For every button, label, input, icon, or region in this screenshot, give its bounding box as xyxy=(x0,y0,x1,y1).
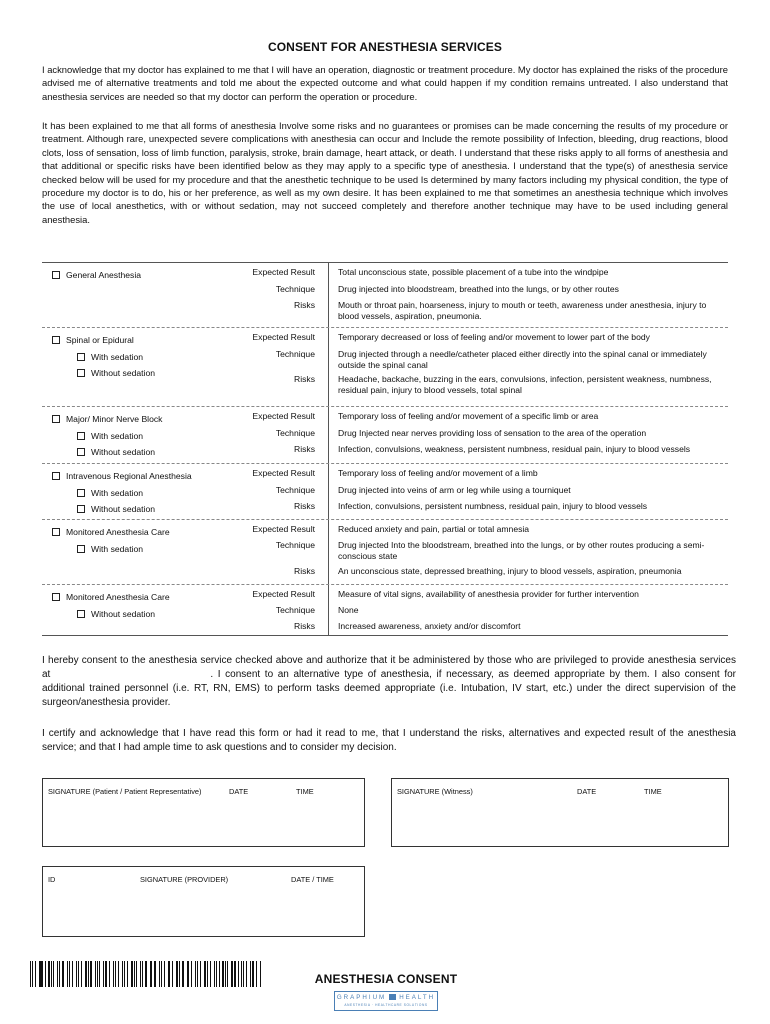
barcode-bar xyxy=(127,961,128,987)
barcode-bar xyxy=(241,961,242,987)
risks-label: Risks xyxy=(293,300,315,310)
technique-desc: Drug Injected near nerves providing loss of sensation to the area of the operation xyxy=(338,428,647,438)
id-label: ID xyxy=(48,875,56,884)
barcode-bar xyxy=(136,961,137,987)
checkbox[interactable] xyxy=(52,415,60,423)
barcode-bar xyxy=(238,961,239,987)
technique-label: Technique xyxy=(275,284,315,294)
graphium-health-logo xyxy=(334,991,438,1011)
barcode-bar xyxy=(195,961,196,987)
form-barcode xyxy=(30,961,262,987)
barcode-bar xyxy=(176,961,177,987)
option-with-sedation[interactable]: With sedation xyxy=(52,541,242,558)
barcode-bar xyxy=(179,961,180,987)
option-monitored-care-no-sedation[interactable]: Monitored Anesthesia Care xyxy=(52,589,242,606)
table-row xyxy=(42,263,728,328)
witness-signature-box[interactable] xyxy=(391,778,729,847)
barcode-bar xyxy=(113,961,114,987)
barcode-bar xyxy=(103,961,104,987)
barcode-bar xyxy=(90,961,91,987)
barcode-bar xyxy=(81,961,82,987)
expected-label: Expected Result xyxy=(252,267,315,277)
anesthesia-options-table xyxy=(42,262,728,636)
option-with-sedation[interactable]: With sedation xyxy=(52,428,242,445)
barcode-bar xyxy=(39,961,40,987)
barcode-bar xyxy=(252,961,254,987)
barcode-bar xyxy=(246,961,247,987)
barcode-bar xyxy=(187,961,188,987)
checkbox[interactable] xyxy=(77,489,85,497)
witness-signature-label: SIGNATURE (Witness) xyxy=(397,787,473,796)
footer-form-title: ANESTHESIA CONSENT xyxy=(314,972,458,986)
option-without-sedation[interactable]: Without sedation xyxy=(52,444,242,461)
option-monitored-care[interactable]: Monitored Anesthesia Care xyxy=(52,524,242,541)
witness-date-label: DATE xyxy=(577,787,597,796)
option-nerve-block[interactable]: Major/ Minor Nerve Block xyxy=(52,411,242,428)
barcode-bar xyxy=(145,961,146,987)
risks-desc: Infection, convulsions, persistent numbness, residual pain, injury to blood vessels xyxy=(338,501,648,511)
checkbox[interactable] xyxy=(77,545,85,553)
barcode-bar xyxy=(260,961,261,987)
option-without-sedation[interactable]: Without sedation xyxy=(52,606,242,623)
risks-label: Risks xyxy=(293,444,315,454)
option-without-sedation[interactable]: Without sedation xyxy=(52,501,242,518)
expected-result: Temporary loss of feeling and/or movement of a specific limb or area xyxy=(338,411,599,421)
barcode-bar xyxy=(115,961,116,987)
barcode-bar xyxy=(62,961,64,987)
barcode-bar xyxy=(85,961,87,987)
logo-tagline: ANESTHESIA · HEALTHCARE SOLUTIONS xyxy=(344,1003,428,1007)
checkbox[interactable] xyxy=(77,353,85,361)
expected-label: Expected Result xyxy=(252,468,315,478)
barcode-bar xyxy=(69,961,70,987)
barcode-bar xyxy=(207,961,208,987)
technique-label: Technique xyxy=(275,605,315,615)
checkbox[interactable] xyxy=(77,448,85,456)
barcode-bar xyxy=(48,961,49,987)
patient-signature-box[interactable] xyxy=(42,778,365,847)
checkbox[interactable] xyxy=(77,610,85,618)
expected-label: Expected Result xyxy=(252,589,315,599)
barcode-bar xyxy=(95,961,96,987)
barcode-bar xyxy=(222,961,223,987)
barcode-bar xyxy=(140,961,141,987)
logo-mark-icon xyxy=(389,994,396,1000)
barcode-bar xyxy=(172,961,173,987)
risks-desc: Headache, backache, buzzing in the ears, convulsions, infection, persistent weakness, numbness, residual pain, injury to blood vessels, total spinal xyxy=(338,374,712,395)
barcode-bar xyxy=(159,961,160,987)
barcode-bar xyxy=(118,961,119,987)
technique-label: Technique xyxy=(275,349,315,359)
expected-label: Expected Result xyxy=(252,332,315,342)
checkbox[interactable] xyxy=(77,432,85,440)
technique-label: Technique xyxy=(275,485,315,495)
barcode-bar xyxy=(161,961,162,987)
witness-time-label: TIME xyxy=(644,787,662,796)
barcode-bar xyxy=(214,961,215,987)
barcode-bar xyxy=(227,961,228,987)
barcode-bar xyxy=(231,961,233,987)
barcode-bar xyxy=(168,961,169,987)
barcode-bar xyxy=(219,961,220,987)
risks-paragraph: It has been explained to me that all forms of anesthesia Involve some risks and no guarantees or promises can be made concerning the results of my procedure or treatment. Although rare, unexpected severe complications with anesthesia can occur and Include the remote possibility of Infection, bleeding, drug reactions, blood clots, loss of sensation, loss of limb function, paralysis, stroke, brain damage, heart attack, or death. I understand that these risks apply to all forms of anesthesia and that additional or specific risks have been identified below as they may apply to a specific type of anesthesia. I understand that the type(s) of anesthesia service checked below will be used for my procedure and that the anesthetic technique to be used Is determined by many factors including my physical condition, the type of procedure my doctor is to do, his or her preference, as well as my own desire. It has been explained to me that sometimes an anesthesia technique which involves the use of local anesthetics, with or without sedation, may not succeed completely and therefore another technique may have to be used including general anesthesia. xyxy=(42,120,728,225)
barcode-bar xyxy=(45,961,46,987)
risks-desc: Infection, convulsions, weakness, persistent numbness, residual pain, injury to blood vessels xyxy=(338,444,691,454)
form-title: CONSENT FOR ANESTHESIA SERVICES xyxy=(267,40,503,54)
technique-label: Technique xyxy=(275,428,315,438)
barcode-bar xyxy=(30,961,31,987)
checkbox[interactable] xyxy=(77,369,85,377)
barcode-bar xyxy=(250,961,251,987)
barcode-bar xyxy=(124,961,125,987)
option-spinal-epidural[interactable]: Spinal or Epidural xyxy=(52,332,242,349)
table-row xyxy=(42,520,728,585)
provider-datetime-label: DATE / TIME xyxy=(291,875,334,884)
risks-label: Risks xyxy=(293,374,315,384)
table-row xyxy=(42,328,728,407)
acknowledgement-paragraph: I acknowledge that my doctor has explained to me that I will have an operation, diagnostic or treatment procedure. My doctor has explained the risks of the procedure advised me of alternative treatments and told me about the expected outcome and what could happen if my condition remains untreated. I also understand that anesthesia services are needed so that my doctor can perform the operation or procedure. xyxy=(42,64,728,102)
barcode-bar xyxy=(164,961,165,987)
technique-label: Technique xyxy=(275,540,315,550)
checkbox[interactable] xyxy=(77,505,85,513)
barcode-bar xyxy=(32,961,33,987)
barcode-bar xyxy=(51,961,52,987)
barcode-bar xyxy=(78,961,79,987)
barcode-bar xyxy=(72,961,73,987)
provider-signature-box[interactable] xyxy=(42,866,365,937)
checkbox[interactable] xyxy=(52,593,60,601)
technique-desc: Drug injected into bloodstream, breathed into the lungs, or by other routes xyxy=(338,284,619,294)
barcode-bar xyxy=(243,961,244,987)
barcode-bar xyxy=(216,961,217,987)
barcode-bar xyxy=(99,961,100,987)
risks-desc: Increased awareness, anxiety and/or discomfort xyxy=(338,621,521,631)
barcode-bar xyxy=(200,961,201,987)
barcode-bar xyxy=(59,961,60,987)
barcode-bar xyxy=(97,961,98,987)
barcode-bar xyxy=(234,961,235,987)
expected-label: Expected Result xyxy=(252,524,315,534)
barcode-bar xyxy=(131,961,133,987)
checkbox[interactable] xyxy=(52,336,60,344)
checkbox[interactable] xyxy=(52,528,60,536)
barcode-bar xyxy=(76,961,77,987)
barcode-bar xyxy=(88,961,89,987)
barcode-bar xyxy=(53,961,54,987)
certify-paragraph: I certify and acknowledge that I have read this form or had it read to me, that I understand the risks, alternatives and expected result of the anesthesia service; and that I had ample time to ask questions and to consider my decision. xyxy=(42,728,736,753)
barcode-bar xyxy=(204,961,206,987)
checkbox[interactable] xyxy=(52,472,60,480)
table-row xyxy=(42,585,728,635)
provider-signature-label: SIGNATURE (PROVIDER) xyxy=(140,875,229,884)
barcode-bar xyxy=(225,961,226,987)
checkbox[interactable] xyxy=(52,271,60,279)
expected-result: Measure of vital signs, availability of anesthesia provider for further intervention xyxy=(338,589,639,599)
barcode-bar xyxy=(67,961,68,987)
barcode-bar xyxy=(169,961,170,987)
expected-label: Expected Result xyxy=(252,411,315,421)
risks-desc: An unconscious state, depressed breathing, injury to blood vessels, aspiration, pneumonia xyxy=(338,566,682,576)
technique-desc: Drug injected Into the bloodstream, breathed into the lungs, or by other routes producing a semi-conscious state xyxy=(338,540,705,561)
expected-result: Temporary decreased or loss of feeling and/or movement to lower part of the body xyxy=(338,332,650,342)
option-general-anesthesia[interactable]: General Anesthesia xyxy=(52,267,242,284)
barcode-bar xyxy=(154,961,156,987)
barcode-bar xyxy=(150,961,151,987)
table-row xyxy=(42,407,728,464)
barcode-bar xyxy=(40,961,42,987)
barcode-bar xyxy=(188,961,189,987)
option-without-sedation[interactable]: Without sedation xyxy=(52,365,242,382)
patient-date-label: DATE xyxy=(229,787,249,796)
barcode-bar xyxy=(142,961,143,987)
expected-result: Reduced anxiety and pain, partial or total amnesia xyxy=(338,524,530,534)
technique-desc: None xyxy=(338,605,359,615)
option-with-sedation[interactable]: With sedation xyxy=(52,349,242,366)
logo-brand: GRAPHIUM HEALTH xyxy=(336,994,436,1001)
risks-label: Risks xyxy=(293,501,315,511)
barcode-bar xyxy=(151,961,152,987)
option-with-sedation[interactable]: With sedation xyxy=(52,485,242,502)
barcode-bar xyxy=(57,961,58,987)
option-iv-regional[interactable]: Intravenous Regional Anesthesia xyxy=(52,468,242,485)
barcode-bar xyxy=(191,961,192,987)
consent-paragraph: I hereby consent to the anesthesia service checked above and authorize that it be administered by those who are privileged to provide anesthesia services at . I consent to an alternative type of anesthesia, if necessary, as deemed appropriate by them. I also consent for additional trained personnel (i.e. RT, RN, EMS) to perform tasks deemed appropriate (i.e. Intubation, IV start, etc.) under the direct supervision of the surgeon/anesthesia provider. xyxy=(42,655,736,708)
risks-label: Risks xyxy=(293,566,315,576)
barcode-bar xyxy=(256,961,257,987)
risks-desc: Mouth or throat pain, hoarseness, injury to mouth or teeth, awareness under anesthesia, injury to blood vessels, aspiration, pneumonia. xyxy=(338,300,707,321)
patient-time-label: TIME xyxy=(296,787,314,796)
barcode-bar xyxy=(35,961,36,987)
expected-result: Temporary loss of feeling and/or movement of a limb xyxy=(338,468,538,478)
risks-label: Risks xyxy=(293,621,315,631)
barcode-bar xyxy=(197,961,198,987)
barcode-bar xyxy=(210,961,211,987)
expected-result: Total unconscious state, possible placement of a tube into the windpipe xyxy=(338,267,609,277)
technique-desc: Drug injected through a needle/catheter placed either directly into the spinal canal or immediately outside the spinal canal xyxy=(338,349,707,370)
barcode-bar xyxy=(109,961,110,987)
barcode-bar xyxy=(105,961,107,987)
barcode-bar xyxy=(122,961,123,987)
barcode-bar xyxy=(182,961,184,987)
technique-desc: Drug injected into veins of arm or leg while using a tourniquet xyxy=(338,485,571,495)
barcode-bar xyxy=(134,961,135,987)
table-row xyxy=(42,464,728,520)
patient-signature-label: SIGNATURE (Patient / Patient Representative) xyxy=(48,787,202,796)
